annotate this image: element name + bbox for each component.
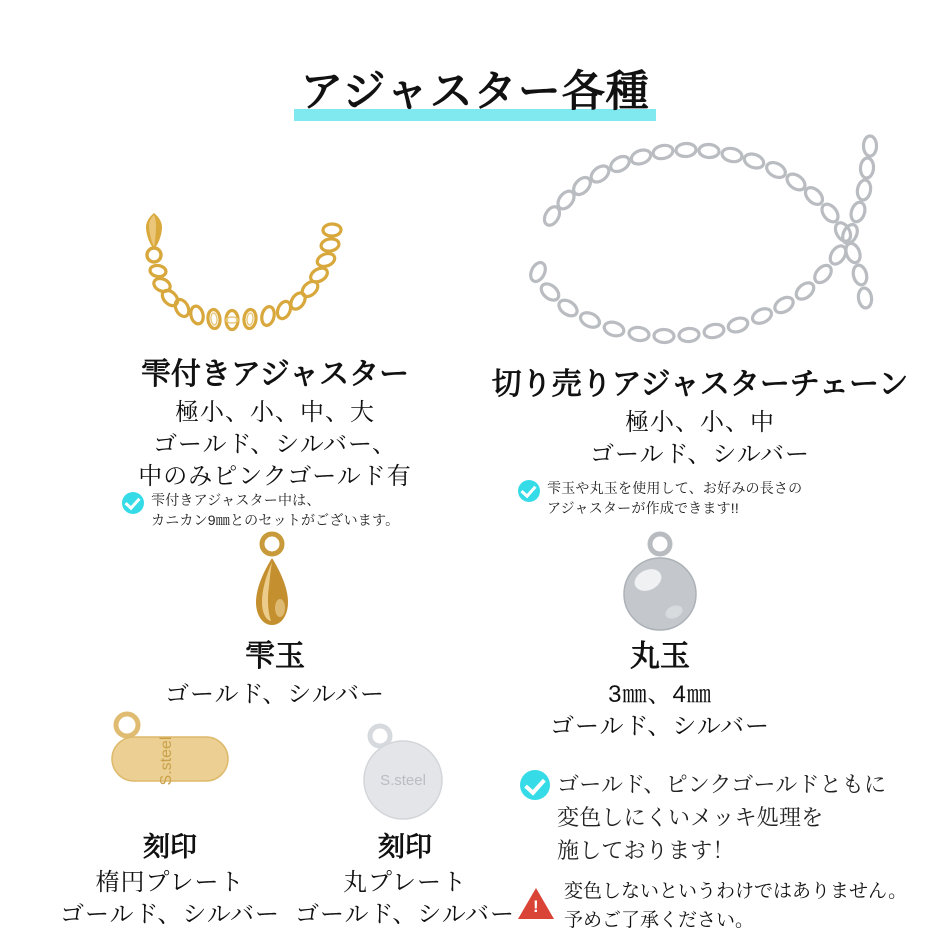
warning-line-1: 変色しないというわけではありません。 — [564, 881, 908, 902]
drop-adjuster-note — [122, 490, 452, 531]
cut-chain-note-line-2: アジャスターが作成できます!! — [547, 500, 739, 517]
drop-adjuster-note-line-2: カニカン9㎜とのセットがございます。 — [151, 512, 400, 529]
cut-chain-note-text — [547, 478, 802, 519]
drop-bead-heading: 雫玉 — [245, 640, 305, 673]
round-bead-caption — [510, 640, 810, 743]
oval-plate-stamp-text: S.steel — [158, 736, 175, 786]
cut-chain-line-2: ゴールド、シルバー — [589, 440, 811, 468]
page-title — [0, 58, 950, 121]
round-bead-line-1: 3㎜、4㎜ — [608, 680, 712, 708]
cut-chain-line-1: 極小、小、中 — [625, 408, 775, 436]
plating-note-text — [557, 768, 886, 867]
round-bead-heading: 丸玉 — [630, 640, 690, 673]
drop-adjuster-note-line-1: 雫付きアジャスター中は、 — [151, 492, 321, 508]
cut-chain-image — [520, 120, 940, 370]
oval-plate-caption — [40, 832, 300, 932]
plating-note-line-3: 施しております！ — [557, 838, 735, 863]
cut-chain-heading: 切り売りアジャスターチェーン — [491, 368, 909, 401]
round-plate-caption — [270, 832, 540, 932]
oval-plate-line-1: 楕円プレート — [95, 869, 245, 897]
warning-text — [564, 878, 907, 935]
drop-adjuster-line-1: 極小、小、中、大 — [175, 398, 375, 426]
drop-adjuster-caption — [60, 358, 490, 494]
drop-adjuster-heading: 雫付きアジャスター — [140, 358, 410, 391]
plating-note-line-1: ゴールド、ピンクゴールドともに — [557, 772, 887, 797]
warning-triangle-icon — [518, 888, 554, 919]
drop-bead-line-1: ゴールド、シルバー — [164, 680, 386, 708]
round-plate-stamp-text: S.steel — [380, 772, 426, 789]
plating-note — [520, 768, 920, 867]
drop-bead-caption — [120, 640, 430, 711]
cut-chain-note — [518, 478, 878, 519]
round-plate-heading: 刻印 — [378, 832, 432, 862]
drop-bead-image — [212, 528, 332, 638]
drop-adjuster-line-3: 中のみピンクゴールド有 — [138, 463, 412, 491]
drop-adjuster-line-2: ゴールド、シルバー、 — [152, 430, 398, 458]
page-title-text: アジャスター各種 — [294, 58, 655, 121]
warning-note — [518, 878, 938, 935]
drop-adjuster-image — [118, 205, 428, 355]
round-plate-line-2: ゴールド、シルバー — [294, 901, 516, 929]
oval-plate-image — [95, 705, 245, 815]
round-bead-image — [600, 528, 720, 638]
cut-chain-caption — [450, 368, 950, 471]
round-plate-line-1: 丸プレート — [342, 869, 468, 897]
cut-chain-note-line-1: 雫玉や丸玉を使用して、お好みの長さの — [547, 480, 803, 496]
check-icon — [518, 480, 540, 502]
oval-plate-line-2: ゴールド、シルバー — [59, 901, 281, 929]
round-bead-line-2: ゴールド、シルバー — [549, 712, 771, 740]
check-icon — [122, 492, 144, 514]
round-plate-image — [340, 718, 470, 828]
plating-note-line-2: 変色しにくいメッキ処理を — [557, 805, 824, 830]
warning-line-2: 予めご了承ください。 — [564, 909, 755, 931]
oval-plate-heading: 刻印 — [143, 832, 197, 862]
check-icon — [520, 770, 550, 800]
drop-adjuster-note-text — [151, 490, 399, 531]
